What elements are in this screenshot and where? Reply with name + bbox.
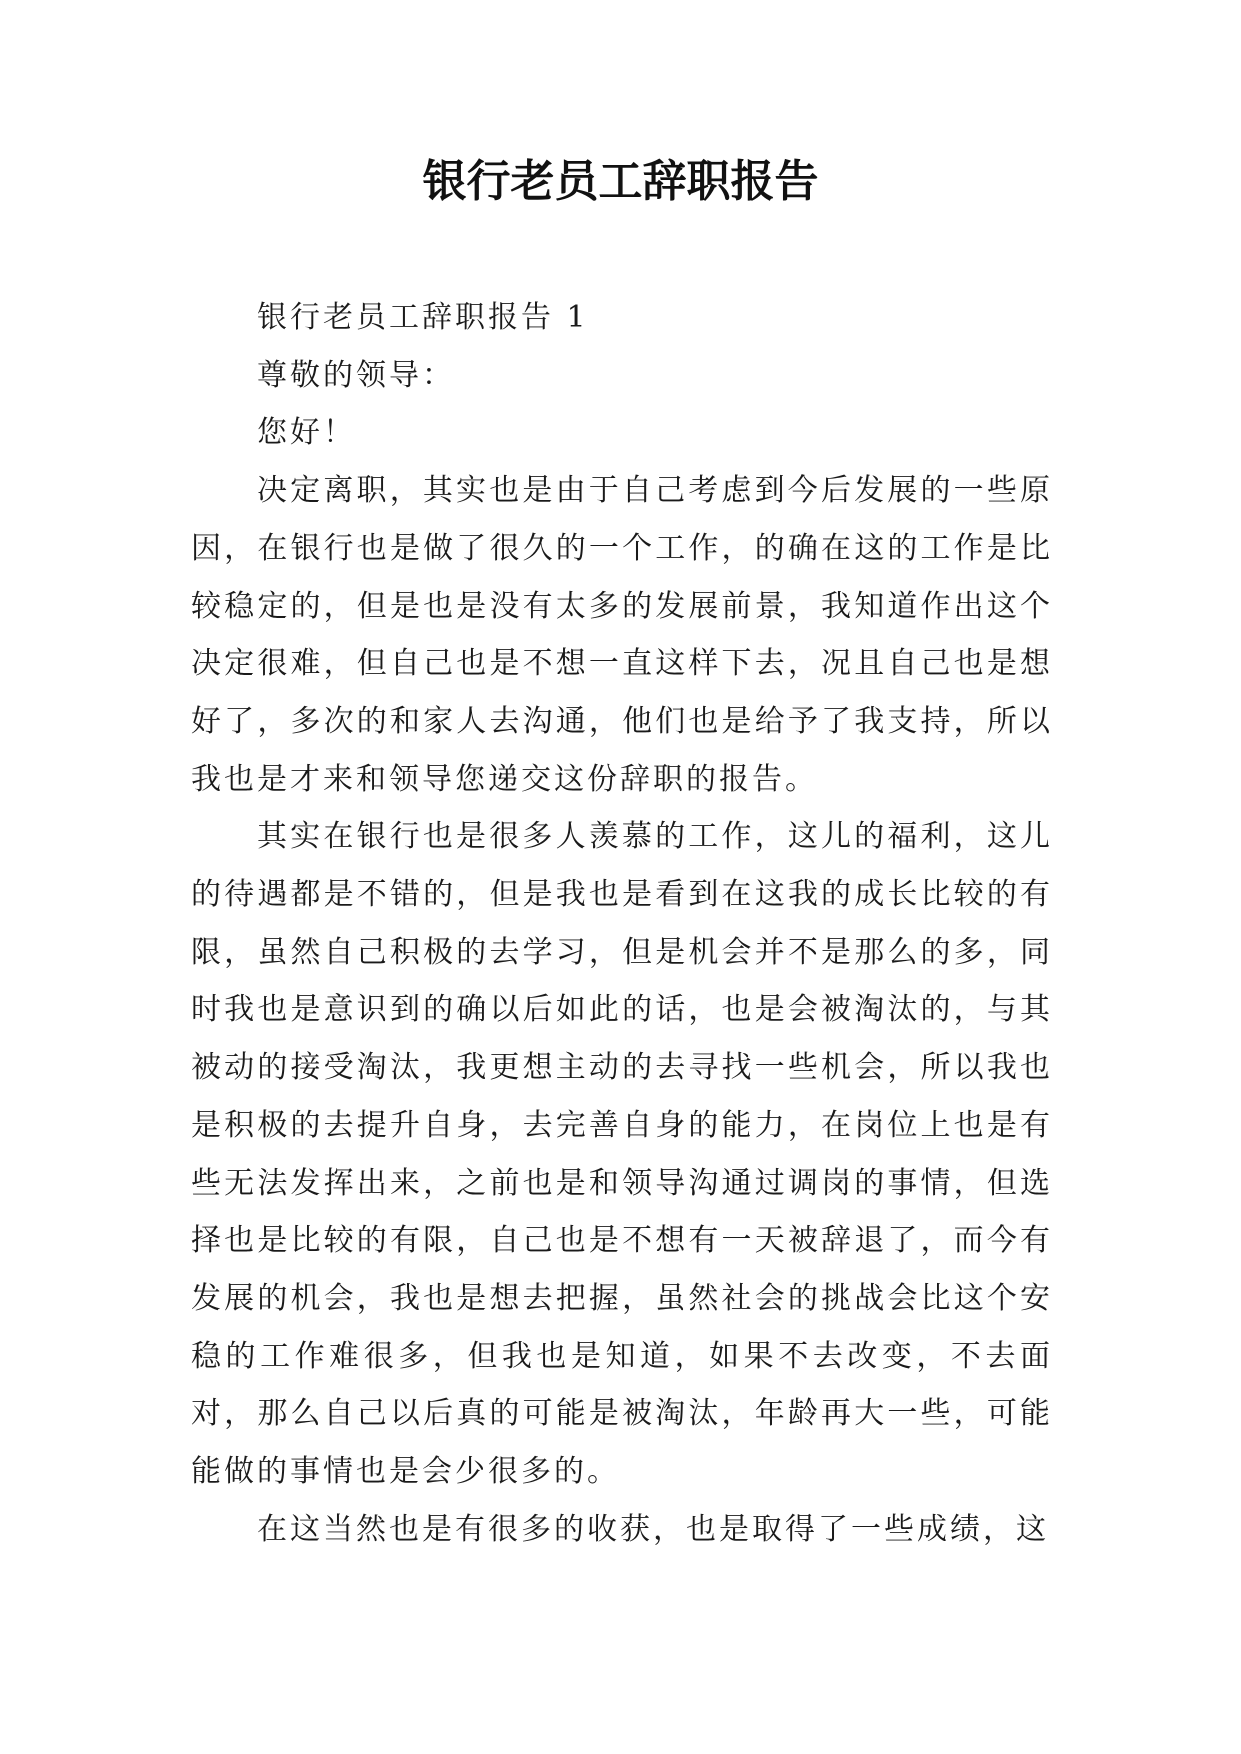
salutation: 尊敬的领导：	[257, 357, 455, 393]
greeting: 您好！	[257, 415, 356, 451]
body-paragraph: 其实在银行也是很多人羡慕的工作，这儿的福利，这儿的待遇都是不错的，但是我也是看到在这我的成长比较的有限，虽然自己积极的去学习，但是机会并不是那么的多，同时我也是意识到的确以后如此的话，也是会被淘汰的，与其被动的接受淘汰，我更想主动的去寻找一些机会，所以我也是积极的去提升自身，去完善自身的能力，在岗位上也是有些无法发挥出来，之前也是和领导沟通过调岗的事情，但选择也是比较的有限，自己也是不想有一天被辞退了，而今有发展的机会，我也是想去把握，虽然社会的挑战会比这个安稳的工作难很多，但我也是知道，如果不去改变，不去面对，那么自己以后真的可能是被淘汰，年龄再大一些，可能能做的事情也是会少很多的。	[191, 819, 1053, 1490]
document-body	[191, 289, 1053, 1558]
body-paragraph: 决定离职，其实也是由于自己考虑到今后发展的一些原因，在银行也是做了很久的一个工作，的确在这的工作是比较稳定的，但是也是没有太多的发展前景，我知道作出这个决定很难，但自己也是不想一直这样下去，况且自己也是想好了，多次的和家人去沟通，他们也是给予了我支持，所以我也是才来和领导您递交这份辞职的报告。	[191, 473, 1053, 797]
document-title: 银行老员工辞职报告	[422, 156, 819, 207]
section-heading: 银行老员工辞职报告 1	[257, 300, 589, 335]
body-paragraph: 在这当然也是有很多的收获，也是取得了一些成绩，这	[257, 1511, 1049, 1547]
